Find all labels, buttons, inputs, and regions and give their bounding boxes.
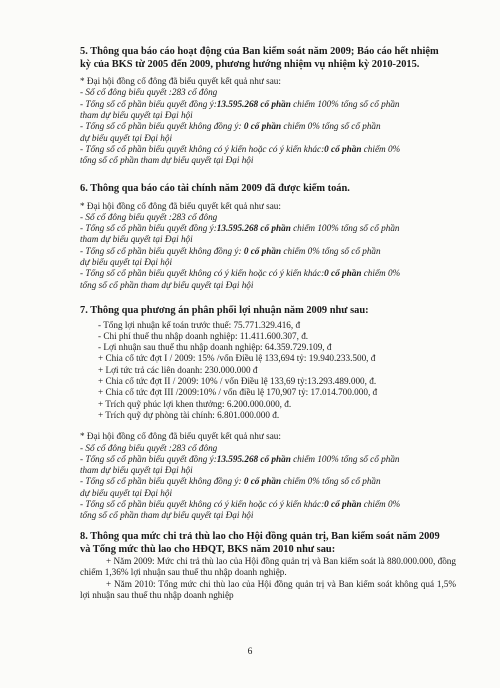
profit-item: - Lợi nhuận sau thuế thu nhập doanh nghiệp: 64.359.729.109, đ [98,342,332,353]
section-7-disagree-cont: dự biểu quyết tại Đại hội [80,487,173,498]
section-6-agree: - Tổng số cổ phần biểu quyết đồng ý:13.595.268 cổ phần chiếm 100% tổng số cổ phần [80,223,400,234]
section-5-heading-line1: 5. Thông qua báo cáo hoạt động của Ban kiểm soát năm 2009; Báo cáo hết nhiệm [80,46,439,57]
section-5-noopinion-cont: tổng số cổ phần tham dự biểu quyết tại Đại hội [80,155,254,166]
profit-item: + Lợi tức trả các liên doanh: 230.000.000 đ [98,364,258,375]
profit-item: - Chi phí thuế thu nhập doanh nghiệp: 11.411.600.307, đ. [98,330,309,341]
section-7-disagree: - Tổng số cổ phần biểu quyết không đồng ý: 0 cổ phần chiếm 0% tổng số cổ phần [80,476,381,487]
section-6-vote-count: - Số cổ đông biểu quyết :283 cổ đông [80,211,218,222]
section-8-year-2009: + Năm 2009: Mức chi trả thù lao của Hội đồng quản trị và Ban kiểm soát là 880.000.000, đồng chiếm 1,36% lợi nhuận sau thuế thu nhập doanh nghiệp. [80,556,456,578]
page-number: 6 [247,647,253,657]
section-7-vote-count: - Số cổ đông biểu quyết :283 cổ đông [80,442,218,453]
section-5-vote-count: - Số cổ đông biểu quyết :283 cổ đông [80,87,218,98]
section-5-disagree: - Tổng số cổ phần biểu quyết không đồng ý: 0 cổ phần chiếm 0% tổng số cổ phần [80,121,381,132]
section-7 [80,305,456,522]
section-5-agree-cont: tham dự biểu quyết tại Đại hội [80,110,193,121]
profit-item: + Chia cổ tức đợt I / 2009: 15% /vốn Điều lệ 133,694 tỷ: 19.940.233.500, đ [98,353,376,364]
section-7-agree-cont: tham dự biểu quyết tại Đại hội [80,465,193,476]
section-7-intro: * Đại hội đồng cổ đông đã biểu quyết kết quả như sau: [80,431,281,442]
section-7-agree: - Tổng số cổ phần biểu quyết đồng ý:13.595.268 cổ phần chiếm 100% tổng số cổ phần [80,453,400,464]
profit-item: + Chia cổ tức đợt II / 2009: 10% / vốn Điều lệ 133,69 tỷ:13.293.489.000, đ. [98,376,377,387]
section-5 [80,46,456,167]
section-6-noopinion-cont: tổng số cổ phần tham dự biểu quyết tại Đại hội [80,279,254,290]
profit-item: + Trích quỹ phúc lợi khen thưởng: 6.200.000.000, đ. [98,398,292,409]
section-6-heading: 6. Thông qua báo cáo tài chính năm 2009 đã được kiểm toán. [80,183,350,194]
section-8-heading-line2: và Tổng mức thù lao cho HĐQT, BKS năm 2010 như sau: [80,543,336,555]
section-8-year-2010: + Năm 2010: Tổng mức chi thù lao của Hội đồng quản trị và Ban kiểm soát không quá 1,5% lợi nhuận sau thuế thu nhập doanh nghiệp [80,578,456,601]
section-5-agree: - Tổng số cổ phần biểu quyết đồng ý:13.595.268 cổ phần chiếm 100% tổng số cổ phần [80,98,400,109]
profit-item: + Chia cổ tức đợt III /2009:10% / vốn điều lệ 170,907 tỷ: 17.014.700.000, đ [98,387,378,398]
section-7-noopinion: - Tổng số cổ phần biểu quyết không có ý kiến hoặc có ý kiến khác:0 cổ phần chiếm 0% [80,499,401,510]
section-7-heading: 7. Thông qua phương án phân phối lợi nhuận năm 2009 như sau: [80,305,369,316]
section-7-noopinion-cont: tổng số cổ phần tham dự biểu quyết tại Đại hội [80,510,254,521]
section-8-heading-line1: 8. Thông qua mức chi trả thù lao cho Hội đồng quản trị, Ban kiểm soát năm 2009 [80,531,440,542]
section-6-disagree: - Tổng số cổ phần biểu quyết không đồng ý: 0 cổ phần chiếm 0% tổng số cổ phần [80,245,381,256]
section-6-agree-cont: tham dự biểu quyết tại Đại hội [80,234,193,245]
margin-stamp-mark [472,268,486,330]
section-5-noopinion: - Tổng số cổ phần biểu quyết không có ý kiến hoặc có ý kiến khác:0 cổ phần chiếm 0% [80,143,401,154]
section-5-disagree-cont: dự biểu quyết tại Đại hội [80,132,173,143]
section-5-heading-line2: kỳ của BKS từ 2005 đến 2009, phương hướng nhiệm vụ nhiệm kỳ 2010-2015. [80,58,420,70]
section-6-disagree-cont: dự biểu quyết tại Đại hội [80,257,173,268]
section-6 [80,183,456,291]
section-8 [80,531,456,601]
profit-item: - Tổng lợi nhuận kế toán trước thuế: 75.771.329.416, đ [98,319,301,330]
section-5-intro: * Đại hội đồng cổ đông đã biểu quyết kết quả như sau: [80,76,281,87]
profit-item: + Trích quỹ dự phòng tài chính: 6.801.000.000 đ. [98,409,280,420]
section-6-noopinion: - Tổng số cổ phần biểu quyết không có ý kiến hoặc có ý kiến khác:0 cổ phần chiếm 0% [80,268,401,279]
section-6-intro: * Đại hội đồng cổ đông đã biểu quyết kết quả như sau: [80,200,281,211]
